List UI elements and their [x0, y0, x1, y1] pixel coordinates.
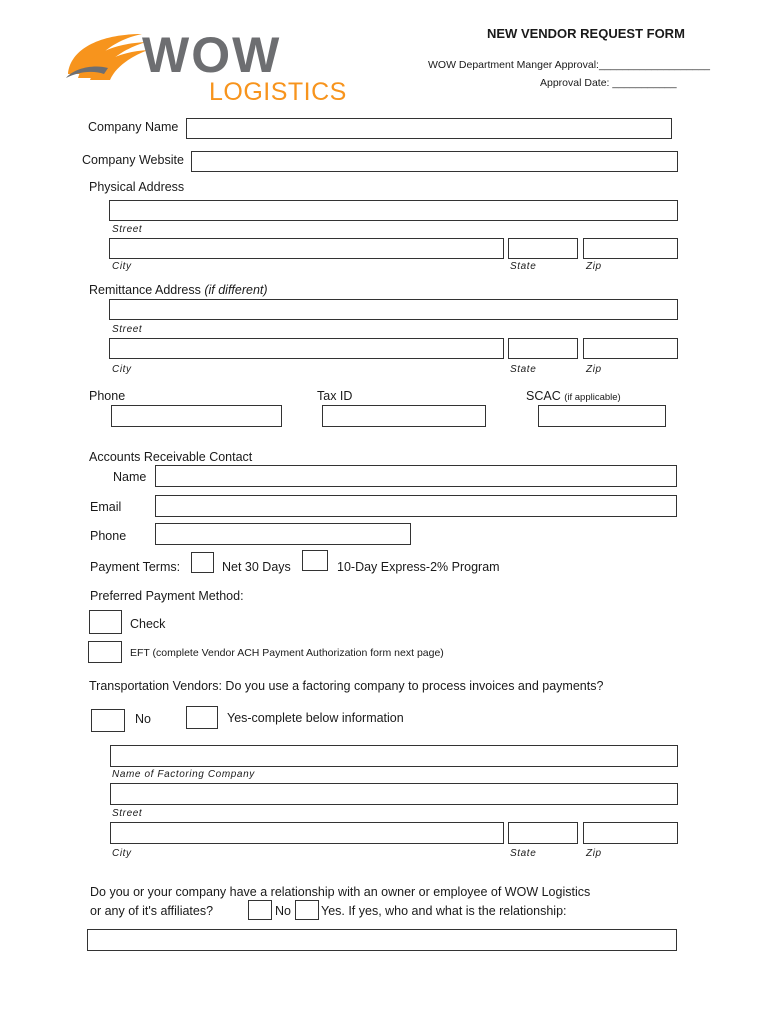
company-website-field[interactable]: [191, 151, 678, 172]
factoring-yes-label: Yes-complete below information: [227, 711, 404, 725]
remittance-state-caption: State: [510, 364, 537, 375]
relationship-details-field[interactable]: [87, 929, 677, 951]
remittance-city-caption: City: [112, 364, 132, 375]
express-program-label: 10-Day Express-2% Program: [337, 560, 500, 574]
relationship-question-line2: or any of it's affiliates?: [90, 904, 214, 918]
factoring-no-checkbox[interactable]: [91, 709, 125, 732]
factoring-no-label: No: [135, 712, 151, 726]
remittance-state-field[interactable]: [508, 338, 578, 359]
factoring-zip-field[interactable]: [583, 822, 678, 844]
net30-checkbox[interactable]: [191, 552, 214, 573]
physical-street-field[interactable]: [109, 200, 678, 221]
physical-street-caption: Street: [112, 224, 143, 235]
payment-method-label: Preferred Payment Method:: [90, 589, 244, 603]
ar-email-label: Email: [90, 500, 122, 514]
factoring-state-caption: State: [510, 848, 537, 859]
relationship-yes-checkbox[interactable]: [295, 900, 319, 920]
payment-terms-label: Payment Terms:: [90, 560, 181, 574]
remittance-zip-field[interactable]: [583, 338, 678, 359]
manager-approval-line: WOW Department Manger Approval:___________________: [428, 59, 710, 71]
company-logo: [64, 28, 354, 108]
factoring-street-field[interactable]: [110, 783, 678, 805]
company-name-field[interactable]: [186, 118, 672, 139]
logo-subtitle: LOGISTICS: [209, 78, 347, 106]
approval-date-line: Approval Date: ___________: [540, 77, 677, 89]
scac-field[interactable]: [538, 405, 666, 427]
factoring-company-name-field[interactable]: [110, 745, 678, 767]
factoring-state-field[interactable]: [508, 822, 578, 844]
remittance-label-text: Remittance Address: [89, 283, 205, 297]
factoring-city-caption: City: [112, 848, 132, 859]
scac-note: (if applicable): [564, 392, 621, 403]
relationship-question-line1: Do you or your company have a relationship with an owner or employee of WOW Logistics: [90, 885, 591, 899]
remittance-street-field[interactable]: [109, 299, 678, 320]
physical-state-field[interactable]: [508, 238, 578, 259]
relationship-no-label: No: [275, 904, 291, 918]
company-website-label: Company Website: [82, 153, 184, 167]
tax-id-field[interactable]: [322, 405, 486, 427]
physical-zip-caption: Zip: [586, 261, 602, 272]
eft-method-label: EFT (complete Vendor ACH Payment Authorization form next page): [130, 647, 444, 659]
factoring-city-field[interactable]: [110, 822, 504, 844]
remittance-address-label: [89, 283, 268, 298]
physical-city-field[interactable]: [109, 238, 504, 259]
phone-field[interactable]: [111, 405, 282, 427]
form-title: NEW VENDOR REQUEST FORM: [487, 26, 685, 41]
ar-phone-label: Phone: [90, 529, 127, 543]
scac-label-text: SCAC: [526, 389, 561, 403]
relationship-no-checkbox[interactable]: [248, 900, 272, 920]
remittance-label-italic: (if different): [204, 283, 268, 297]
ar-contact-heading: Accounts Receivable Contact: [89, 450, 253, 464]
physical-zip-field[interactable]: [583, 238, 678, 259]
relationship-yes-label: Yes. If yes, who and what is the relationship:: [321, 904, 567, 918]
ar-phone-field[interactable]: [155, 523, 411, 545]
net30-label: Net 30 Days: [222, 560, 291, 574]
physical-address-label: Physical Address: [89, 180, 185, 194]
factoring-company-name-caption: Name of Factoring Company: [112, 769, 255, 780]
eft-method-checkbox[interactable]: [88, 641, 122, 663]
check-method-checkbox[interactable]: [89, 610, 122, 634]
company-name-label: Company Name: [88, 120, 179, 134]
ar-name-label: Name: [113, 470, 147, 484]
tax-id-label: Tax ID: [317, 389, 353, 403]
remittance-city-field[interactable]: [109, 338, 504, 359]
check-method-label: Check: [130, 617, 166, 631]
factoring-zip-caption: Zip: [586, 848, 602, 859]
logo-brand: WOW: [142, 27, 282, 83]
ar-name-field[interactable]: [155, 465, 677, 487]
physical-city-caption: City: [112, 261, 132, 272]
factoring-yes-checkbox[interactable]: [186, 706, 218, 729]
phone-label: Phone: [89, 389, 126, 403]
express-program-checkbox[interactable]: [302, 550, 328, 571]
factoring-question: Transportation Vendors: Do you use a factoring company to process invoices and payments?: [89, 679, 604, 693]
physical-state-caption: State: [510, 261, 537, 272]
remittance-street-caption: Street: [112, 324, 143, 335]
remittance-zip-caption: Zip: [586, 364, 602, 375]
factoring-street-caption: Street: [112, 808, 143, 819]
scac-label: [526, 389, 621, 405]
ar-email-field[interactable]: [155, 495, 677, 517]
